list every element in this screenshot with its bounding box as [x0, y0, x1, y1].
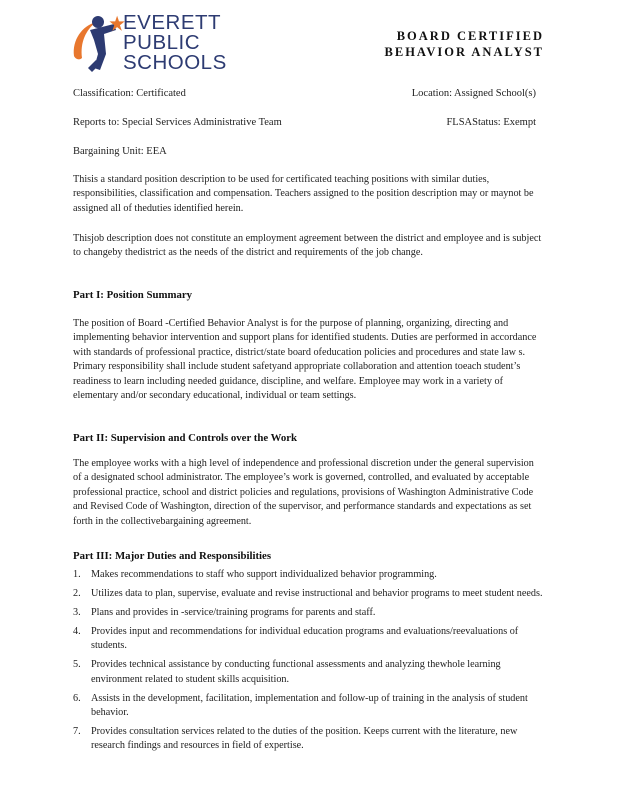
duty-text: Provides consultation services related to the duties of the position. Keeps current with the literature, new research findings and resources in field of expertise. — [91, 725, 518, 752]
duty-number: 6. — [73, 692, 81, 704]
part-1-heading: Part I: Position Summary — [73, 289, 193, 301]
logo-wordmark — [123, 13, 248, 73]
duty-number: 4. — [73, 625, 81, 637]
part-2-text: The employee works with a high level of independence and professional discretion under the general supervision of a designated school administrator. The employee’s work is governed, controlled, and evaluated by acceptable professional practice, school and district policies and regulations, provisions of Washington Administrative Code and Revised Code of Washington, direction of the supervisor, and performance standards and expectations as set forth in the collectivebargaining agreement. — [73, 458, 534, 527]
duty-item — [73, 725, 543, 754]
logo-line-2: PUBLIC — [123, 31, 201, 54]
meta-row-classification — [73, 88, 545, 99]
reports-to-text: Reports to: Special Services Administrative Team — [73, 117, 282, 128]
part-2-heading: Part II: Supervision and Controls over the Work — [73, 432, 298, 444]
logo-line-1: EVERETT — [123, 11, 222, 34]
duty-item — [73, 587, 543, 601]
duty-text: Assists in the development, facilitation, implementation and follow-up of training in the analysis of student behavior. — [91, 692, 528, 718]
duty-item — [73, 658, 543, 687]
duty-text: Makes recommendations to staff who support individualized behavior programming. — [91, 569, 437, 580]
title-line-1: BOARD CERTIFIED — [396, 29, 544, 43]
title-line-2: BEHAVIOR ANALYST — [384, 45, 544, 59]
meta-row-bargaining — [73, 146, 545, 157]
duty-item — [73, 692, 543, 721]
classification-text: Classification: Certificated — [73, 88, 186, 99]
duty-item — [73, 606, 543, 620]
location-text: Location: Assigned School(s) — [411, 88, 536, 99]
duty-number: 3. — [73, 606, 81, 618]
duty-number: 5. — [73, 659, 81, 671]
intro-paragraph-1: Thisis a standard position description to be used for certificated teaching positions with similar duties, responsibilities, classification and compensation. Teachers assigned to the position description may or maynot be assigned all of theduties identified herein. — [73, 174, 534, 214]
duty-item — [73, 625, 543, 654]
duty-number: 1. — [73, 569, 81, 580]
duties-list — [73, 568, 543, 758]
duty-text: Provides technical assistance by conducting functional assessments and analyzing thewhole learning environment related to student skills acquisition. — [91, 659, 501, 685]
duty-item — [73, 568, 543, 582]
document-title — [385, 28, 544, 60]
part-1-text: The position of Board -Certified Behavior Analyst is for the purpose of planning, organizing, directing and implementing behavior intervention and support plans for identified students. Duties are performed in accordance with standards of professional practice, district/state board ofeducation policies and procedures and state law s. Primary responsibility shall include student safetyand appropriate collaboration and attention toeach student’s readiness to learn including needed guidance, discipline, and welfare. Employee may work in a variety of elementary and/or secondary educational, individual or team settings. — [73, 318, 537, 402]
meta-row-reports — [73, 117, 545, 128]
duty-number: 2. — [73, 587, 81, 599]
district-logo — [70, 10, 245, 78]
intro-paragraph-2: Thisjob description does not constitute an employment agreement between the district and employee and is subject to changeby thedistrict as the needs of the district and requirements of the job change. — [73, 233, 542, 259]
duty-text: Utilizes data to plan, supervise, evaluate and revise instructional and behavior programs to meet student needs. — [91, 587, 543, 599]
bargaining-unit-text: Bargaining Unit: EEA — [73, 146, 167, 157]
duty-number: 7. — [73, 725, 81, 737]
duty-text: Plans and provides in -service/training programs for parents and staff. — [91, 606, 376, 618]
duty-text: Provides input and recommendations for individual education programs and evaluations/reevaluations of students. — [91, 625, 519, 652]
flsa-status-text: FLSAStatus: Exempt — [446, 117, 536, 128]
figure-star-icon — [70, 10, 130, 78]
logo-line-3: SCHOOLS — [123, 51, 227, 74]
part-3-heading: Part III: Major Duties and Responsibilities — [73, 550, 272, 562]
